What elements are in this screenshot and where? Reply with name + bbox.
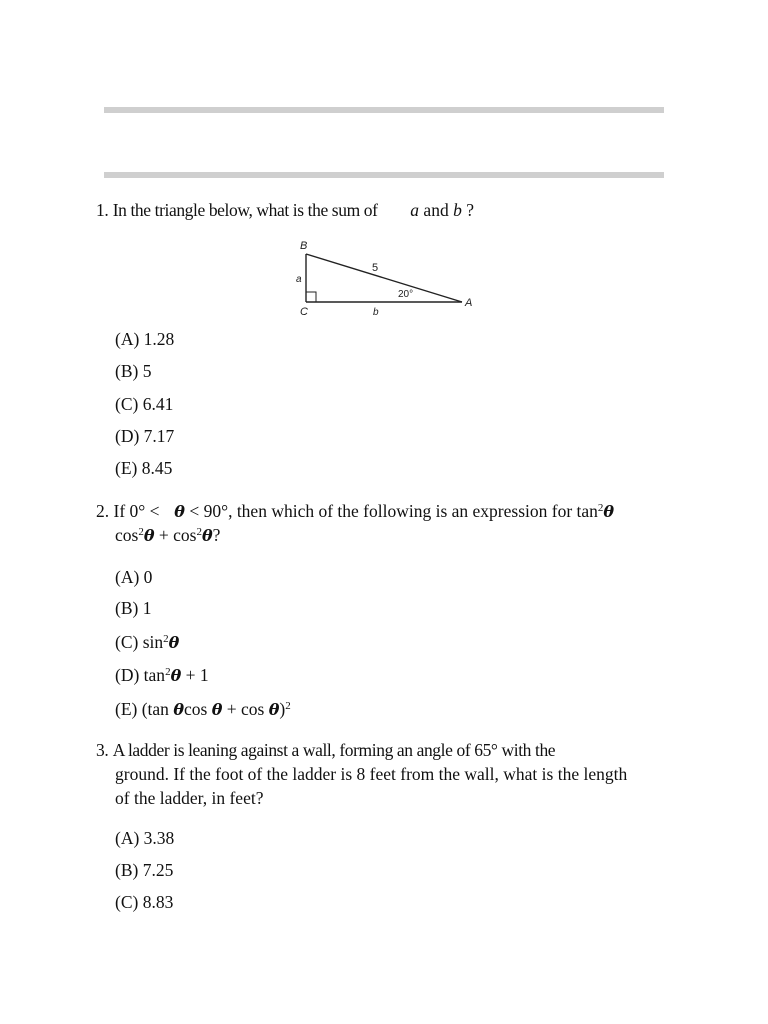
question-2 xyxy=(96,499,615,545)
label-hypotenuse: 5 xyxy=(372,262,379,274)
right-angle-marker xyxy=(306,292,316,302)
label-side-a: a xyxy=(296,274,302,285)
label-A: A xyxy=(465,297,473,309)
superscript-2: 2 xyxy=(597,502,604,514)
q1-option-b[interactable]: (B) 5 xyxy=(115,361,152,381)
q2-option-e[interactable] xyxy=(115,697,291,722)
q3-line-1: A ladder is leaning against a wall, forming an angle of 65° with the xyxy=(112,740,556,760)
question-3 xyxy=(96,738,628,808)
theta-symbol: θ xyxy=(603,502,615,521)
theta-symbol: θ xyxy=(268,700,280,719)
q2-option-c[interactable] xyxy=(115,630,179,655)
question-number: 2. xyxy=(96,501,110,521)
question-1 xyxy=(96,198,474,222)
q1-option-e[interactable]: (E) 8.45 xyxy=(115,458,173,478)
q3-line-3: of the ladder, in feet? xyxy=(115,788,264,808)
superscript-2: 2 xyxy=(138,526,144,538)
q2-text-start: If 0° < xyxy=(113,501,160,521)
question-number: 1. xyxy=(96,200,109,220)
q1-option-d[interactable]: (D) 7.17 xyxy=(115,426,175,446)
q2-text-rest: < 90°, then which of the following is an expression for tan xyxy=(189,501,598,521)
option-e-close: ) xyxy=(279,699,286,719)
theta-symbol: θ xyxy=(174,502,185,521)
option-e-plus-cos: + cos xyxy=(222,699,269,719)
theta-symbol: θ xyxy=(168,633,180,652)
theta-symbol: θ xyxy=(173,700,184,719)
option-d-plus: + 1 xyxy=(181,665,209,685)
hypotenuse-line xyxy=(306,254,462,302)
header-rule-bottom xyxy=(104,172,664,178)
q3-option-b[interactable]: (B) 7.25 xyxy=(115,860,174,880)
q1-option-a[interactable]: (A) 1.28 xyxy=(115,329,175,349)
superscript-2: 2 xyxy=(285,700,291,712)
and-text: and xyxy=(423,200,449,220)
theta-symbol: θ xyxy=(201,526,213,545)
question-text: In the triangle below, what is the sum of xyxy=(112,200,378,220)
question-mark: ? xyxy=(466,200,474,220)
q3-option-a[interactable]: (A) 3.38 xyxy=(115,828,175,848)
option-e-text: (E) (tan xyxy=(115,699,174,719)
option-e-cos: cos xyxy=(183,699,212,719)
option-c-text: (C) sin xyxy=(115,632,164,652)
q3-option-c[interactable]: (C) 8.83 xyxy=(115,892,174,912)
option-d-text: (D) tan xyxy=(115,665,166,685)
superscript-2: 2 xyxy=(163,633,169,645)
label-angle: 20° xyxy=(398,289,414,300)
triangle-figure xyxy=(290,234,490,324)
label-side-b: b xyxy=(373,307,379,318)
theta-symbol: θ xyxy=(143,526,155,545)
q1-option-c[interactable]: (C) 6.41 xyxy=(115,394,174,414)
q2-option-b[interactable]: (B) 1 xyxy=(115,598,152,618)
plus-cos-text: + cos xyxy=(154,525,197,545)
label-C: C xyxy=(300,306,308,318)
theta-symbol: θ xyxy=(170,666,182,685)
q2-line-2 xyxy=(115,523,220,548)
q2-option-d[interactable] xyxy=(115,663,209,688)
var-a: a xyxy=(410,200,420,220)
var-b: b xyxy=(453,200,462,220)
label-B: B xyxy=(300,240,308,252)
question-number: 3. xyxy=(96,740,109,760)
superscript-2: 2 xyxy=(196,526,202,538)
theta-symbol: θ xyxy=(211,700,223,719)
header-rule-top xyxy=(104,107,664,113)
question-mark: ? xyxy=(212,525,221,545)
cos-text: cos xyxy=(115,525,139,545)
q2-option-a[interactable]: (A) 0 xyxy=(115,567,153,587)
superscript-2: 2 xyxy=(165,666,171,678)
q3-line-2: ground. If the foot of the ladder is 8 feet from the wall, what is the length xyxy=(115,764,628,784)
